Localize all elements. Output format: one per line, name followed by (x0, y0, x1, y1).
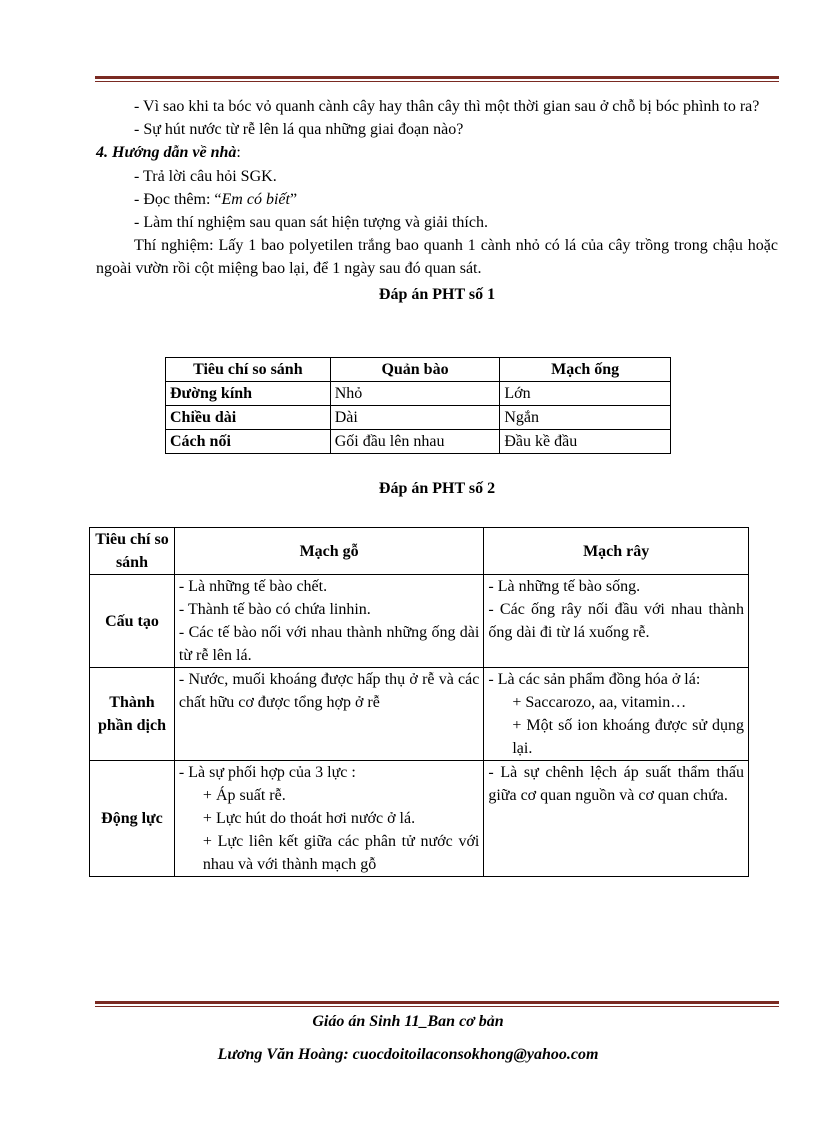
table-row (166, 406, 671, 430)
table-cell: Ngắn (500, 406, 671, 430)
table-cell (174, 668, 483, 761)
row-header: Đường kính (166, 382, 331, 406)
row-header: Cấu tạo (90, 575, 175, 668)
table-header-row (166, 358, 671, 382)
section-colon: : (236, 144, 241, 162)
table-row (166, 382, 671, 406)
table-cell: Lớn (500, 382, 671, 406)
footer-author: Lương Văn Hoàng: cuocdoitoilaconsokhong@yahoo.com (217, 1046, 599, 1063)
cell-line: - Là sự chênh lệch áp suất thẩm thấu giữa cơ quan nguồn và cơ quan chứa. (488, 764, 744, 804)
cell-line: - Các ống rây nối đầu với nhau thành ống dài đi từ lá xuống rễ. (488, 601, 744, 641)
cell-line: + Một số ion khoáng được sử dụng lại. (512, 717, 744, 757)
table-cell (484, 575, 749, 668)
cell-line: + Lực liên kết giữa các phân tử nước với nhau và với thành mạch gỗ (202, 833, 480, 873)
section-title: 4. Hướng dẫn về nhà (96, 144, 237, 162)
table-header-row (90, 528, 749, 575)
experiment-text: Thí nghiệm: Lấy 1 bao polyetilen trắng bao quanh 1 cành nhỏ có lá của cây trồng trong chậu hoặc ngoài vườn rồi cột miệng bao lại, để 1 ngày sau đó quan sát. (96, 237, 778, 278)
question-1: - Vì sao khi ta bóc vỏ quanh cành cây hay thân cây thì một thời gian sau ở chỗ bị bóc phình to ra? (134, 98, 760, 115)
pht2-table (89, 527, 749, 877)
row-header: Động lực (90, 761, 175, 877)
table-cell: Dài (330, 406, 500, 430)
footer-rule (95, 1001, 779, 1007)
table-header-cell: Tiêu chí so sánh (166, 358, 331, 382)
cell-line: - Các tế bào nối với nhau thành những ống dài từ rễ lên lá. (178, 624, 480, 664)
homework-3: - Làm thí nghiệm sau quan sát hiện tượng và giải thích. (134, 214, 488, 232)
table-header-cell: Mạch gỗ (174, 528, 483, 575)
question-2: - Sự hút nước từ rễ lên lá qua những giai đoạn nào? (134, 121, 464, 139)
footer-title: Giáo án Sinh 11_Ban cơ bản (312, 1013, 504, 1030)
homework-2-italic: Em có biết (221, 190, 290, 208)
pht2-title: Đáp án PHT số 2 (378, 480, 496, 497)
table-header-cell: Mạch ống (500, 358, 671, 382)
row-header: Chiều dài (166, 406, 331, 430)
row-header: Thành phần dịch (90, 668, 175, 761)
table-header-cell: Tiêu chí so sánh (90, 528, 175, 575)
table-cell (174, 575, 483, 668)
homework-2-prefix: - Đọc thêm: “ (134, 190, 222, 208)
table-header-cell: Mạch rây (484, 528, 749, 575)
document-body (96, 95, 778, 306)
table-cell (484, 668, 749, 761)
table-cell: Gối đầu lên nhau (330, 430, 500, 454)
cell-line: - Nước, muối khoáng được hấp thụ ở rễ và các chất hữu cơ được tổng hợp ở rễ (178, 671, 480, 711)
pht1-table (165, 357, 671, 454)
pht1-title: Đáp án PHT số 1 (378, 285, 496, 303)
cell-line: - Là những tế bào sống. (488, 578, 641, 595)
cell-line: - Là những tế bào chết. (178, 578, 328, 595)
cell-line: - Là sự phối hợp của 3 lực : (178, 764, 356, 781)
table-cell (484, 761, 749, 877)
header-rule (95, 76, 779, 82)
table-row (90, 575, 749, 668)
row-header: Cách nối (166, 430, 331, 454)
table-row (90, 668, 749, 761)
cell-line: + Áp suất rễ. (202, 787, 286, 804)
cell-line: + Lực hút do thoát hơi nước ở lá. (202, 810, 416, 827)
homework-1: - Trả lời câu hỏi SGK. (134, 167, 277, 185)
homework-2-suffix: ” (289, 190, 298, 208)
table-row (90, 761, 749, 877)
cell-line: + Saccarozo, aa, vitamin… (512, 694, 687, 711)
table-cell (174, 761, 483, 877)
table-header-cell: Quản bào (330, 358, 500, 382)
cell-line: - Là các sản phẩm đồng hóa ở lá: (488, 671, 701, 688)
table-row (166, 430, 671, 454)
table-cell: Nhỏ (330, 382, 500, 406)
table-cell: Đầu kề đầu (500, 430, 671, 454)
homework-2 (96, 188, 778, 211)
cell-line: - Thành tế bào có chứa linhin. (178, 601, 371, 618)
section-heading (96, 141, 778, 164)
